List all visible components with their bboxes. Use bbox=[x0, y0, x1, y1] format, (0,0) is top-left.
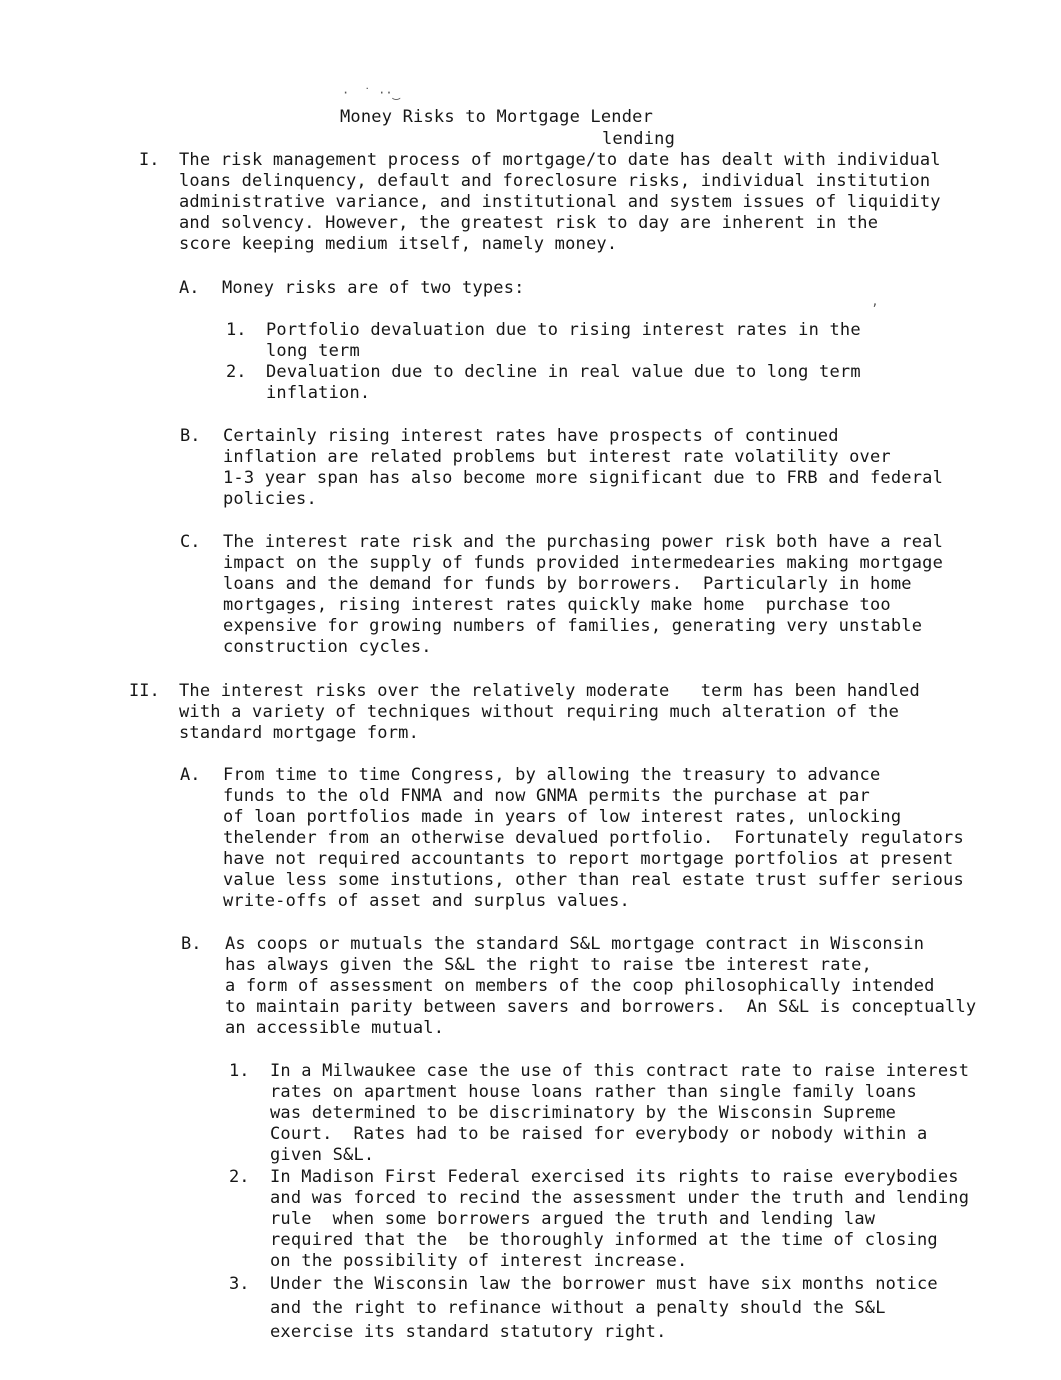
paragraph-line: loans delinquency, default and foreclosure risks, individual institution bbox=[179, 171, 931, 191]
paragraph-line: long term bbox=[266, 341, 360, 361]
page-title: Money Risks to Mortgage Lender bbox=[340, 107, 654, 127]
paragraph-line: In Madison First Federal exercised its rights to raise everybodies bbox=[270, 1167, 959, 1187]
paragraph-line: and solvency. However, the greatest risk to day are inherent in the bbox=[179, 213, 879, 233]
item-marker: C. bbox=[180, 532, 201, 552]
paragraph-line: standard mortgage form. bbox=[179, 723, 420, 743]
paragraph-line: loans and the demand for funds by borrowers. Particularly in home bbox=[223, 574, 912, 594]
paragraph-line: Money risks are of two types: bbox=[222, 278, 525, 298]
paragraph-line: 1-3 year span has also become more significant due to FRB and federal bbox=[223, 468, 944, 488]
paragraph-line: have not required accountants to report mortgage portfolios at present bbox=[223, 849, 954, 869]
paragraph-line: Court. Rates had to be raised for everybody or nobody within a bbox=[270, 1124, 928, 1144]
paragraph-line: score keeping medium itself, namely money. bbox=[179, 234, 618, 254]
paragraph-line: an accessible mutual. bbox=[225, 1018, 445, 1038]
paragraph-line: construction cycles. bbox=[223, 637, 432, 657]
paragraph-line: inflation are related problems but interest rate volatility over bbox=[223, 447, 891, 467]
subitem-marker: 2. bbox=[229, 1167, 250, 1187]
paragraph-line: and was forced to recind the assessment under the truth and lending bbox=[270, 1188, 970, 1208]
paragraph-line: The interest rate risk and the purchasing power risk both have a real bbox=[223, 532, 944, 552]
paragraph-line: expensive for growing numbers of families, generating very unstable bbox=[223, 616, 923, 636]
item-marker: B. bbox=[180, 426, 201, 446]
paragraph-line: to maintain parity between savers and borrowers. An S&L is conceptually bbox=[225, 997, 977, 1017]
paragraph-line: Devaluation due to decline in real value due to long term bbox=[266, 362, 861, 382]
paragraph-line: exercise its standard statutory right. bbox=[270, 1322, 667, 1342]
paragraph-line: impact on the supply of funds provided intermedearies making mortgage bbox=[223, 553, 944, 573]
paragraph-line: value less some instutions, other than real estate trust suffer serious bbox=[223, 870, 964, 890]
subitem-marker: 1. bbox=[226, 320, 247, 340]
item-marker: B. bbox=[181, 934, 202, 954]
paragraph-line: and the right to refinance without a penalty should the S&L bbox=[270, 1298, 886, 1318]
paragraph-line: write-offs of asset and surplus values. bbox=[223, 891, 630, 911]
paragraph-line: thelender from an otherwise devalued portfolio. Fortunately regulators bbox=[223, 828, 964, 848]
paragraph-line: required that the be thoroughly informed at the time of closing bbox=[270, 1230, 938, 1250]
paragraph-line: rule when some borrowers argued the truth and lending law bbox=[270, 1209, 876, 1229]
paragraph-line: inflation. bbox=[266, 383, 371, 403]
paragraph-line: Under the Wisconsin law the borrower must have six months notice bbox=[270, 1274, 938, 1294]
paragraph-line: has always given the S&L the right to raise tbe interest rate, bbox=[225, 955, 872, 975]
paragraph-line: was determined to be discriminatory by the Wisconsin Supreme bbox=[270, 1103, 897, 1123]
paragraph-line: with a variety of techniques without requiring much alteration of the bbox=[179, 702, 900, 722]
paragraph-line: As coops or mutuals the standard S&L mortgage contract in Wisconsin bbox=[225, 934, 925, 954]
paragraph-line: of loan portfolios made in years of low interest rates, unlocking bbox=[223, 807, 902, 827]
paragraph-line: funds to the old FNMA and now GNMA permits the purchase at par bbox=[223, 786, 870, 806]
item-marker: A. bbox=[179, 278, 200, 298]
section-marker: I. bbox=[139, 150, 160, 170]
smudge-mark: · ˙ ··‿ bbox=[342, 86, 400, 100]
paragraph-line: Portfolio devaluation due to rising interest rates in the bbox=[266, 320, 861, 340]
paragraph-line: a form of assessment on members of the coop philosophically intended bbox=[225, 976, 935, 996]
stray-mark: ʼ bbox=[871, 302, 879, 316]
subitem-marker: 2. bbox=[226, 362, 247, 382]
subitem-marker: 1. bbox=[229, 1061, 250, 1081]
paragraph-line: In a Milwaukee case the use of this contract rate to raise interest bbox=[270, 1061, 970, 1081]
paragraph-line: administrative variance, and institutional and system issues of liquidity bbox=[179, 192, 941, 212]
paragraph-line: given S&L. bbox=[270, 1145, 375, 1165]
subitem-marker: 3. bbox=[229, 1274, 250, 1294]
section-marker: II. bbox=[129, 681, 160, 701]
item-marker: A. bbox=[180, 765, 201, 785]
paragraph-line: The interest risks over the relatively moderate term has been handled bbox=[179, 681, 920, 701]
paragraph-line: on the possibility of interest increase. bbox=[270, 1251, 688, 1271]
paragraph-line: policies. bbox=[223, 489, 317, 509]
paragraph-line: rates on apartment house loans rather than single family loans bbox=[270, 1082, 917, 1102]
title-insertion: lending bbox=[602, 129, 676, 149]
paragraph-line: Certainly rising interest rates have prospects of continued bbox=[223, 426, 839, 446]
paragraph-line: The risk management process of mortgage/to date has dealt with individual bbox=[179, 150, 941, 170]
paragraph-line: mortgages, rising interest rates quickly make home purchase too bbox=[223, 595, 891, 615]
paragraph-line: From time to time Congress, by allowing the treasury to advance bbox=[223, 765, 881, 785]
